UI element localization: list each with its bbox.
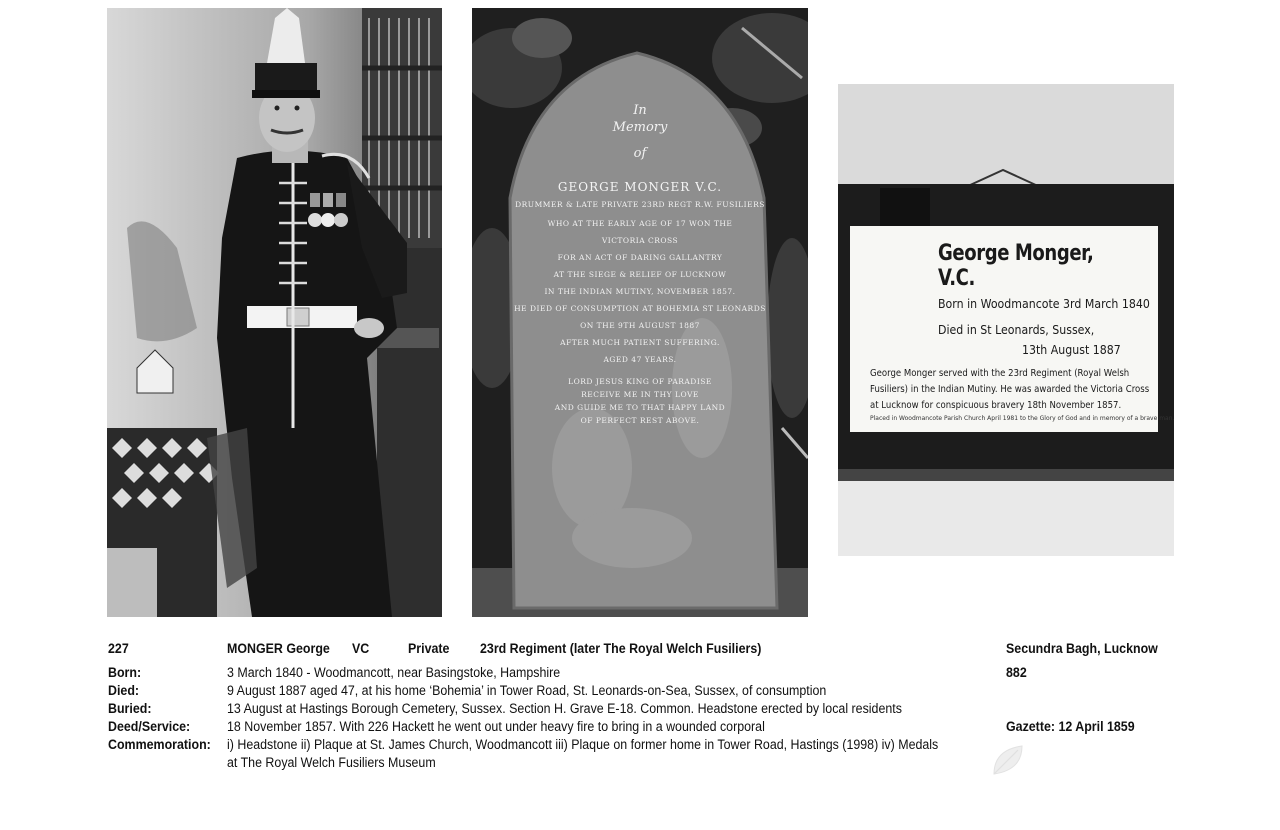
born-label: Born: — [108, 665, 142, 680]
gazette-date: Gazette: 12 April 1859 — [1006, 719, 1135, 734]
soldier-photo-image — [107, 8, 442, 617]
record-rank: Private — [408, 641, 450, 656]
born-value: 3 March 1840 - Woodmancott, near Basingstoke, Hampshire — [227, 665, 561, 680]
record-regiment: 23rd Regiment (later The Royal Welch Fusiliers) — [480, 641, 762, 656]
soldier-photo — [107, 8, 442, 617]
commemoration-label: Commemoration: — [108, 737, 211, 752]
headstone-line: VICTORIA CROSS — [601, 236, 679, 245]
headstone-verse: AND GUIDE ME TO THAT HAPPY LAND — [554, 403, 726, 412]
deed-value: 18 November 1857. With 226 Hackett he went out under heavy fire to bring in a wounded corporal — [227, 719, 765, 734]
headstone-line: HE DIED OF CONSUMPTION AT BOHEMIA ST LEONARDS — [514, 304, 766, 313]
died-label: Died: — [108, 683, 140, 698]
headstone-photo — [472, 8, 808, 617]
headstone-line: FOR AN ACT OF DARING GALLANTRY — [557, 253, 723, 262]
headstone-line: ON THE 9TH AUGUST 1887 — [580, 321, 700, 330]
record-number: 227 — [108, 641, 129, 656]
headstone-verse: RECEIVE ME IN THY LOVE — [581, 390, 699, 399]
plaque-body-line: at Lucknow for conspicuous bravery 18th November 1857. — [870, 400, 1122, 411]
headstone-line: AGED 47 YEARS. — [603, 355, 677, 364]
ref-number: 882 — [1006, 665, 1027, 680]
deed-label: Deed/Service: — [108, 719, 191, 734]
record-name: MONGER George — [227, 641, 330, 656]
headstone-line: WHO AT THE EARLY AGE OF 17 WON THE — [547, 219, 733, 228]
headstone-of: of — [633, 146, 647, 161]
headstone-name: GEORGE MONGER V.C. — [557, 180, 723, 194]
headstone-line: AT THE SIEGE & RELIEF OF LUCKNOW — [553, 270, 727, 279]
headstone-verse: OF PERFECT REST ABOVE. — [580, 416, 700, 425]
plaque-body-line: Fusiliers) in the Indian Mutiny. He was awarded the Victoria Cross — [870, 384, 1150, 395]
record-action: Secundra Bagh, Lucknow — [1006, 641, 1158, 656]
headstone-line: IN THE INDIAN MUTINY, NOVEMBER 1857. — [544, 287, 736, 296]
plaque-title: George Monger, V.C. — [938, 241, 1094, 291]
headstone-memory: Memory — [612, 120, 668, 135]
headstone-verse: LORD JESUS KING OF PARADISE — [568, 377, 712, 386]
plaque-footnote: Placed in Woodmancote Parish Church April 1981 to the Glory of God and in memory of a brave man. — [870, 415, 1174, 422]
commemoration-value: i) Headstone ii) Plaque at St. James Church, Woodmancott iii) Plaque on former home in Tower Road, Hastings (1998) iv) Medals — [227, 737, 939, 752]
plaque-died-date: 13th August 1887 — [1022, 342, 1121, 357]
leaf-icon — [990, 742, 1026, 778]
headstone-line: DRUMMER & LATE PRIVATE 23RD REGT R.W. FUSILIERS — [515, 200, 765, 209]
headstone-in-memory: In — [633, 103, 647, 118]
plaque-photo — [838, 84, 1174, 556]
record-award: VC — [352, 641, 370, 656]
buried-label: Buried: — [108, 701, 152, 716]
plaque-body-line: George Monger served with the 23rd Regiment (Royal Welsh — [870, 368, 1130, 379]
plaque-died: Died in St Leonards, Sussex, — [938, 322, 1095, 337]
commemoration-value-cont: at The Royal Welch Fusiliers Museum — [227, 755, 436, 770]
died-value: 9 August 1887 aged 47, at his home ‘Bohemia’ in Tower Road, St. Leonards-on-Sea, Sussex, of consumption — [227, 683, 827, 698]
plaque-born: Born in Woodmancote 3rd March 1840 — [938, 296, 1150, 311]
buried-value: 13 August at Hastings Borough Cemetery, Sussex. Section H. Grave E-18. Common. Headstone erected by local residents — [227, 701, 902, 716]
headstone-line: AFTER MUCH PATIENT SUFFERING. — [560, 338, 720, 347]
